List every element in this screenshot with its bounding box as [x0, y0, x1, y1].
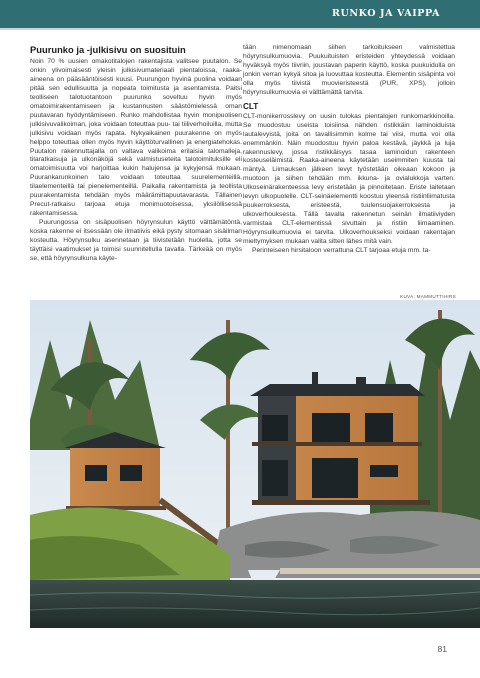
header-divider — [0, 28, 480, 30]
house-illustration — [30, 300, 480, 628]
article-subheading: Puurunko ja -julkisivu on suosituin — [30, 44, 186, 55]
body-paragraph: CLT-monikerrosslevy on uusin tulokas pientalojen runkomarkkinoilla. Se muodostuu useista toisiinsa nähden ristikkäin laminoiduista lautalevyistä, joita on tavallisimmin kolme tai viisi, mutta voi olla enemmänkin. Näin muodostuu hyvin paloa kestävä, jäykkä ja luja rakennuslevy, jossa ristikkäisyys tasaa laminoidun rakenteen kosteuseläimistä. Raaka-aineena käytetään useimmiten kuusta tai mäntyä. Liimauksen jälkeen levyt työstetään oikeaan kokoon ja muotoon ja siihen tehdään mm. ikkuna- ja ovialukkoja varten. Ulkoseinärakenteessa levy eristetään ja pinnoitetaan. Eriste laitetaan levyn ulkopuolelle. CLT-seinäelementti koostuu yleensä ristiinliimatusta puukerroksesta, eristeestä, tuulensuojakerroksesta ja ulkoverhouksesta. Tällä tavalla rakennetun seinän ilmatiiviyden varmistaa CLT-elementissä sivuttain ja ristiin liimaaminen. Höyrynsulkumuovia ei tarvita. Ulkoverhoukseksi voidaan rakentajan mieltymyksen mukaan valita sitten lähes mitä vain. — [243, 112, 455, 246]
photo-credit: KUVA: MAMMUTTIHIRS — [400, 294, 456, 299]
body-paragraph: tään nimenomaan siihen tarkoitukseen valmistettua höyrynsulkumuovia. Puukuituisten eristeiden yhteydessä voidaan hyväksyä myös tiivriin, joustavan paperin käyttö, koska puukuidulla on jonkin verran kykyä sitoa ja luovuttaa kosteutta. Elementin sisäpinta voi olla myös tiivistä muovieristeestä (PUR, XPS), jolloin höyrynsulkumuovia ei välttämättä tarvita. — [243, 44, 455, 96]
body-paragraph: Puurungossa on sisäpuolisen höyrynsulun käyttö välttämätöntä, koska rakenne ei itsessään ole ilmatiivis eikä pysty sitomaan sisäilman kosteutta. Höyrynsulku asennetaan ja tiivistetään huolella, jotta se täyttäisi vaatimukset ja toimisi suunnitellulla tavalla. Tärkeää on myös se, että höyrynsulkuna käyte- — [30, 219, 242, 262]
left-column — [30, 44, 242, 264]
page-number: 81 — [437, 644, 447, 654]
right-column — [243, 44, 455, 256]
body-paragraph: Noin 70 % uusien omakotitalojen rakentajista valitsee puutalon. Se onkin ylivoimaisesti yleisin julkisivumateriaali pientaloissa, raaka-aineena on pääsääntöisesti kuusi. Puurungon hyvinä puolina voidaan pitää sen edullisuutta ja nopeata toimitusta ja asentamista. Paitsi teolliseen talotuotantoon puurunko soveltuu hyvin myös omatoimirakentamiseen ja kustannusten säästömielessä oman puutavaran hyödyntämiseen. Runko mahdollistaa hyvin monipuolisen julkisivuvalikoiman, joka voidaan toteuttaa puu- tai tiiliverhoiluilla, mutta julkisivu voidaan myös rapata. Nykyaikainen puurakenne on myös helppo toteuttaa ollen myös hyvin käyttöturvallinen ja energiatehokas. Puutalon rakennuttajalla on valtava valikoima erilaisia talomalleja, tilaratkaisuja ja ulkonäköjä sekä valmistuseteita talotoimituksille eli omatoimisuutta voi harjoittaa kukin halujensa ja kykyjensä mukaan. Puurankarunkoinen talo voidaan toteuttaa suurelementeillä, tilaelementeillä tai pienelementeillä. Paikalla rakentamista ja teollista puurakentamista tehdään myös määrämittapuutavarasta. Tällainen Precut-ratkaisu tarjoaa etuja monimuotoisessa, yksilöllisessä rakentamisessa. — [30, 58, 242, 218]
section-title: RUNKO JA VAIPPA — [292, 0, 480, 28]
header-bar — [0, 0, 480, 28]
clt-subheading: CLT — [243, 101, 259, 111]
body-paragraph: Perinteiseen hirsitaloon verrattuna CLT tarjoaa etuja mm. ta- — [252, 247, 431, 255]
house-photo — [30, 300, 480, 628]
